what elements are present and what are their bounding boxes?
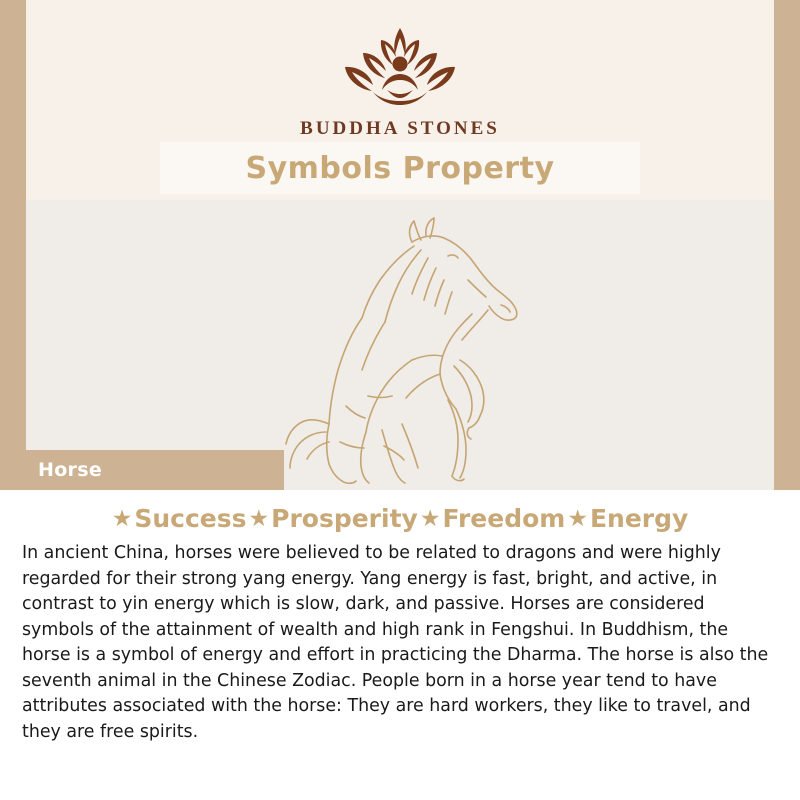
star-icon: ★ bbox=[248, 505, 270, 532]
description-section bbox=[0, 490, 800, 800]
edge-decor-right-upper bbox=[774, 26, 800, 200]
keyword-energy: Energy bbox=[589, 504, 689, 533]
keyword-freedom: Freedom bbox=[442, 504, 566, 533]
symbol-label-text: Horse bbox=[38, 459, 103, 481]
edge-decor-right-lower bbox=[774, 200, 800, 490]
lotus-meditation-icon bbox=[325, 20, 475, 112]
horse-line-art-icon bbox=[216, 210, 596, 485]
description-paragraph: In ancient China, horses were believed to be related to dragons and were highly regarded for their strong yang energy. Yang energy is fast, bright, and active, in contrast to yin energy which is slow, dark, and passive. Horses are considered symbols of the attainment of wealth and high rank in Fengshui. In Buddhism, the horse is a symbol of energy and effort in practicing the Dharma. The horse is also the seventh animal in the Chinese Zodiac. People born in a horse year tend to have attributes associated with the horse: They are hard workers, they like to travel, and they are free spirits. bbox=[22, 543, 769, 743]
star-icon: ★ bbox=[419, 505, 441, 532]
edge-decor-left-lower bbox=[0, 200, 26, 490]
product-symbol-image bbox=[26, 200, 774, 490]
keyword-row bbox=[22, 504, 778, 533]
page-title: Symbols Property bbox=[245, 150, 555, 186]
star-icon: ★ bbox=[567, 505, 588, 532]
keyword-success: Success bbox=[134, 504, 247, 533]
star-icon: ★ bbox=[111, 505, 133, 532]
brand-logo-group bbox=[26, 20, 774, 140]
keyword-prosperity: Prosperity bbox=[271, 504, 418, 533]
title-band bbox=[160, 142, 640, 194]
brand-name: BUDDHA STONES bbox=[300, 118, 500, 139]
edge-decor-left-upper bbox=[0, 26, 26, 200]
